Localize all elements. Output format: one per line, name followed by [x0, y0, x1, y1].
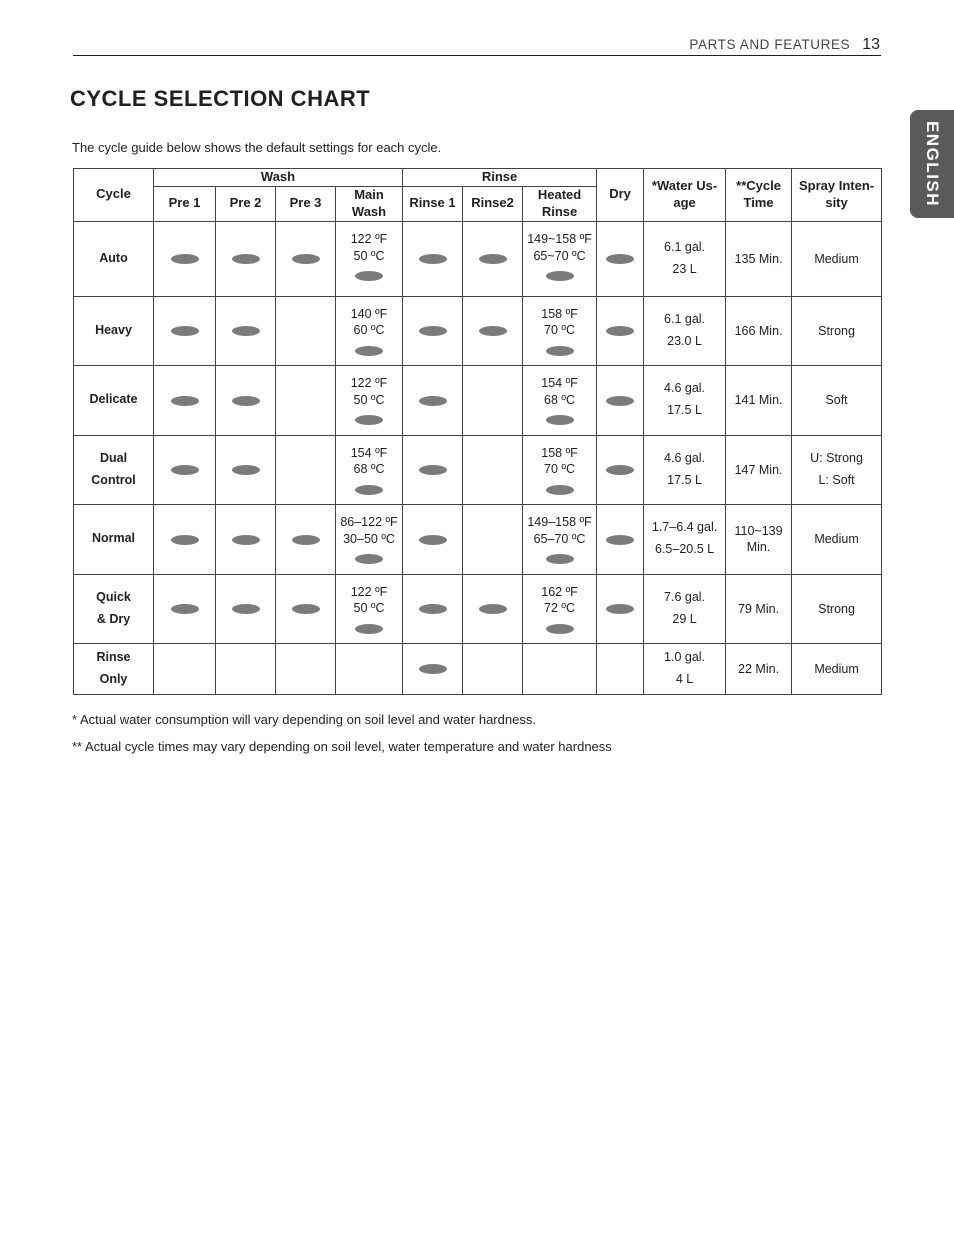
intro-text: The cycle guide below shows the default settings for each cycle. — [72, 140, 442, 155]
header-rinse-group: Rinse — [403, 169, 597, 187]
water-usage-cell: 4.6 gal. 17.5 L — [644, 365, 726, 435]
rinse1-indicator — [419, 664, 447, 674]
pre1-indicator — [171, 326, 199, 336]
pre1-indicator — [171, 604, 199, 614]
pre3-indicator — [292, 604, 320, 614]
table-row — [74, 574, 882, 643]
dry-indicator — [606, 396, 634, 406]
pre2-indicator — [232, 465, 260, 475]
pre1-indicator — [171, 465, 199, 475]
cycle-name: Auto — [74, 221, 154, 296]
cycle-name: Quick & Dry — [74, 574, 154, 643]
spray-intensity-cell: Strong — [792, 574, 882, 643]
spray-intensity-cell: U: Strong L: Soft — [792, 435, 882, 504]
water-usage-cell: 1.0 gal. 4 L — [644, 643, 726, 694]
pre2-indicator — [232, 254, 260, 264]
table-row — [74, 296, 882, 365]
water-usage-cell: 6.1 gal. 23.0 L — [644, 296, 726, 365]
pre3-indicator — [292, 254, 320, 264]
heated-rinse-cell: 158 ºF 70 ºC — [523, 296, 597, 365]
heated-rinse-indicator — [546, 271, 574, 281]
main-wash-cell: 122 ºF 50 ºC — [336, 365, 403, 435]
header-pre2: Pre 2 — [216, 186, 276, 221]
empty-cell — [276, 365, 336, 435]
heated-rinse-cell: 149~158 ºF 65~70 ºC — [523, 221, 597, 296]
header-wash-group: Wash — [154, 169, 403, 187]
water-usage-cell: 4.6 gal. 17.5 L — [644, 435, 726, 504]
header-main-wash: Main Wash — [336, 186, 403, 221]
dry-indicator — [606, 326, 634, 336]
cycle-time-cell: 141 Min. — [726, 365, 792, 435]
page-title: CYCLE SELECTION CHART — [70, 86, 371, 111]
table-row — [74, 643, 882, 694]
main-wash-indicator — [355, 415, 383, 425]
cycle-time-cell: 79 Min. — [726, 574, 792, 643]
table-row — [74, 504, 882, 574]
water-usage-cell: 6.1 gal. 23 L — [644, 221, 726, 296]
empty-cell — [523, 643, 597, 694]
main-wash-indicator — [355, 346, 383, 356]
main-wash-cell: 86–122 ºF 30–50 ºC — [336, 504, 403, 574]
pre2-indicator — [232, 326, 260, 336]
heated-rinse-indicator — [546, 485, 574, 495]
heated-rinse-indicator — [546, 624, 574, 634]
spray-intensity-cell: Medium — [792, 221, 882, 296]
empty-cell — [597, 643, 644, 694]
rinse1-indicator — [419, 465, 447, 475]
table-row — [74, 221, 882, 296]
header-cycle-time: **Cycle Time — [726, 169, 792, 222]
empty-cell — [336, 643, 403, 694]
table-row — [74, 365, 882, 435]
empty-cell — [276, 435, 336, 504]
language-tab — [910, 110, 954, 218]
header-divider — [73, 55, 881, 56]
cycle-name: Normal — [74, 504, 154, 574]
header-water-usage: *Water Us- age — [644, 169, 726, 222]
spray-intensity-cell: Strong — [792, 296, 882, 365]
water-usage-cell: 7.6 gal. 29 L — [644, 574, 726, 643]
pre3-indicator — [292, 535, 320, 545]
page-header — [689, 36, 880, 54]
pre2-indicator — [232, 535, 260, 545]
dry-indicator — [606, 535, 634, 545]
main-wash-indicator — [355, 485, 383, 495]
header-spray-intensity: Spray Inten- sity — [792, 169, 882, 222]
header-cycle: Cycle — [74, 169, 154, 222]
empty-cell — [463, 504, 523, 574]
empty-cell — [463, 365, 523, 435]
header-rinse1: Rinse 1 — [403, 186, 463, 221]
cycle-name: Dual Control — [74, 435, 154, 504]
section-name: PARTS AND FEATURES — [689, 37, 851, 52]
header-pre3: Pre 3 — [276, 186, 336, 221]
header-rinse2: Rinse2 — [463, 186, 523, 221]
rinse1-indicator — [419, 326, 447, 336]
spray-intensity-cell: Soft — [792, 365, 882, 435]
heated-rinse-indicator — [546, 415, 574, 425]
header-dry: Dry — [597, 169, 644, 222]
main-wash-cell: 154 ºF 68 ºC — [336, 435, 403, 504]
cycle-time-cell: 110~139 Min. — [726, 504, 792, 574]
empty-cell — [276, 643, 336, 694]
heated-rinse-cell: 158 ºF 70 ºC — [523, 435, 597, 504]
cycle-selection-table — [73, 168, 882, 695]
heated-rinse-indicator — [546, 554, 574, 564]
dry-indicator — [606, 465, 634, 475]
main-wash-indicator — [355, 271, 383, 281]
main-wash-indicator — [355, 624, 383, 634]
cycle-name: Delicate — [74, 365, 154, 435]
spray-intensity-cell: Medium — [792, 504, 882, 574]
empty-cell — [463, 435, 523, 504]
empty-cell — [276, 296, 336, 365]
rinse2-indicator — [479, 326, 507, 336]
footnote-time: ** Actual cycle times may vary depending on soil level, water temperature and water hardness — [72, 739, 612, 754]
footnote-water: * Actual water consumption will vary depending on soil level and water hardness. — [72, 712, 536, 727]
cycle-time-cell: 135 Min. — [726, 221, 792, 296]
cycle-time-cell: 166 Min. — [726, 296, 792, 365]
main-wash-cell: 140 ºF 60 ºC — [336, 296, 403, 365]
water-usage-cell: 1.7–6.4 gal. 6.5–20.5 L — [644, 504, 726, 574]
page-number: 13 — [862, 36, 880, 53]
rinse1-indicator — [419, 254, 447, 264]
header-pre1: Pre 1 — [154, 186, 216, 221]
language-tab-label: ENGLISH — [923, 120, 942, 208]
rinse2-indicator — [479, 604, 507, 614]
header-heated-rinse: Heated Rinse — [523, 186, 597, 221]
spray-intensity-cell: Medium — [792, 643, 882, 694]
heated-rinse-indicator — [546, 346, 574, 356]
cycle-name: Rinse Only — [74, 643, 154, 694]
dry-indicator — [606, 254, 634, 264]
main-wash-cell: 122 ºF 50 ºC — [336, 574, 403, 643]
pre1-indicator — [171, 254, 199, 264]
pre1-indicator — [171, 396, 199, 406]
heated-rinse-cell: 154 ºF 68 ºC — [523, 365, 597, 435]
pre2-indicator — [232, 604, 260, 614]
cycle-time-cell: 22 Min. — [726, 643, 792, 694]
cycle-name: Heavy — [74, 296, 154, 365]
empty-cell — [154, 643, 216, 694]
main-wash-cell: 122 ºF 50 ºC — [336, 221, 403, 296]
rinse1-indicator — [419, 535, 447, 545]
pre1-indicator — [171, 535, 199, 545]
pre2-indicator — [232, 396, 260, 406]
empty-cell — [463, 643, 523, 694]
cycle-time-cell: 147 Min. — [726, 435, 792, 504]
rinse2-indicator — [479, 254, 507, 264]
dry-indicator — [606, 604, 634, 614]
rinse1-indicator — [419, 604, 447, 614]
heated-rinse-cell: 162 ºF 72 ºC — [523, 574, 597, 643]
table-row — [74, 435, 882, 504]
empty-cell — [216, 643, 276, 694]
rinse1-indicator — [419, 396, 447, 406]
main-wash-indicator — [355, 554, 383, 564]
heated-rinse-cell: 149–158 ºF 65–70 ºC — [523, 504, 597, 574]
